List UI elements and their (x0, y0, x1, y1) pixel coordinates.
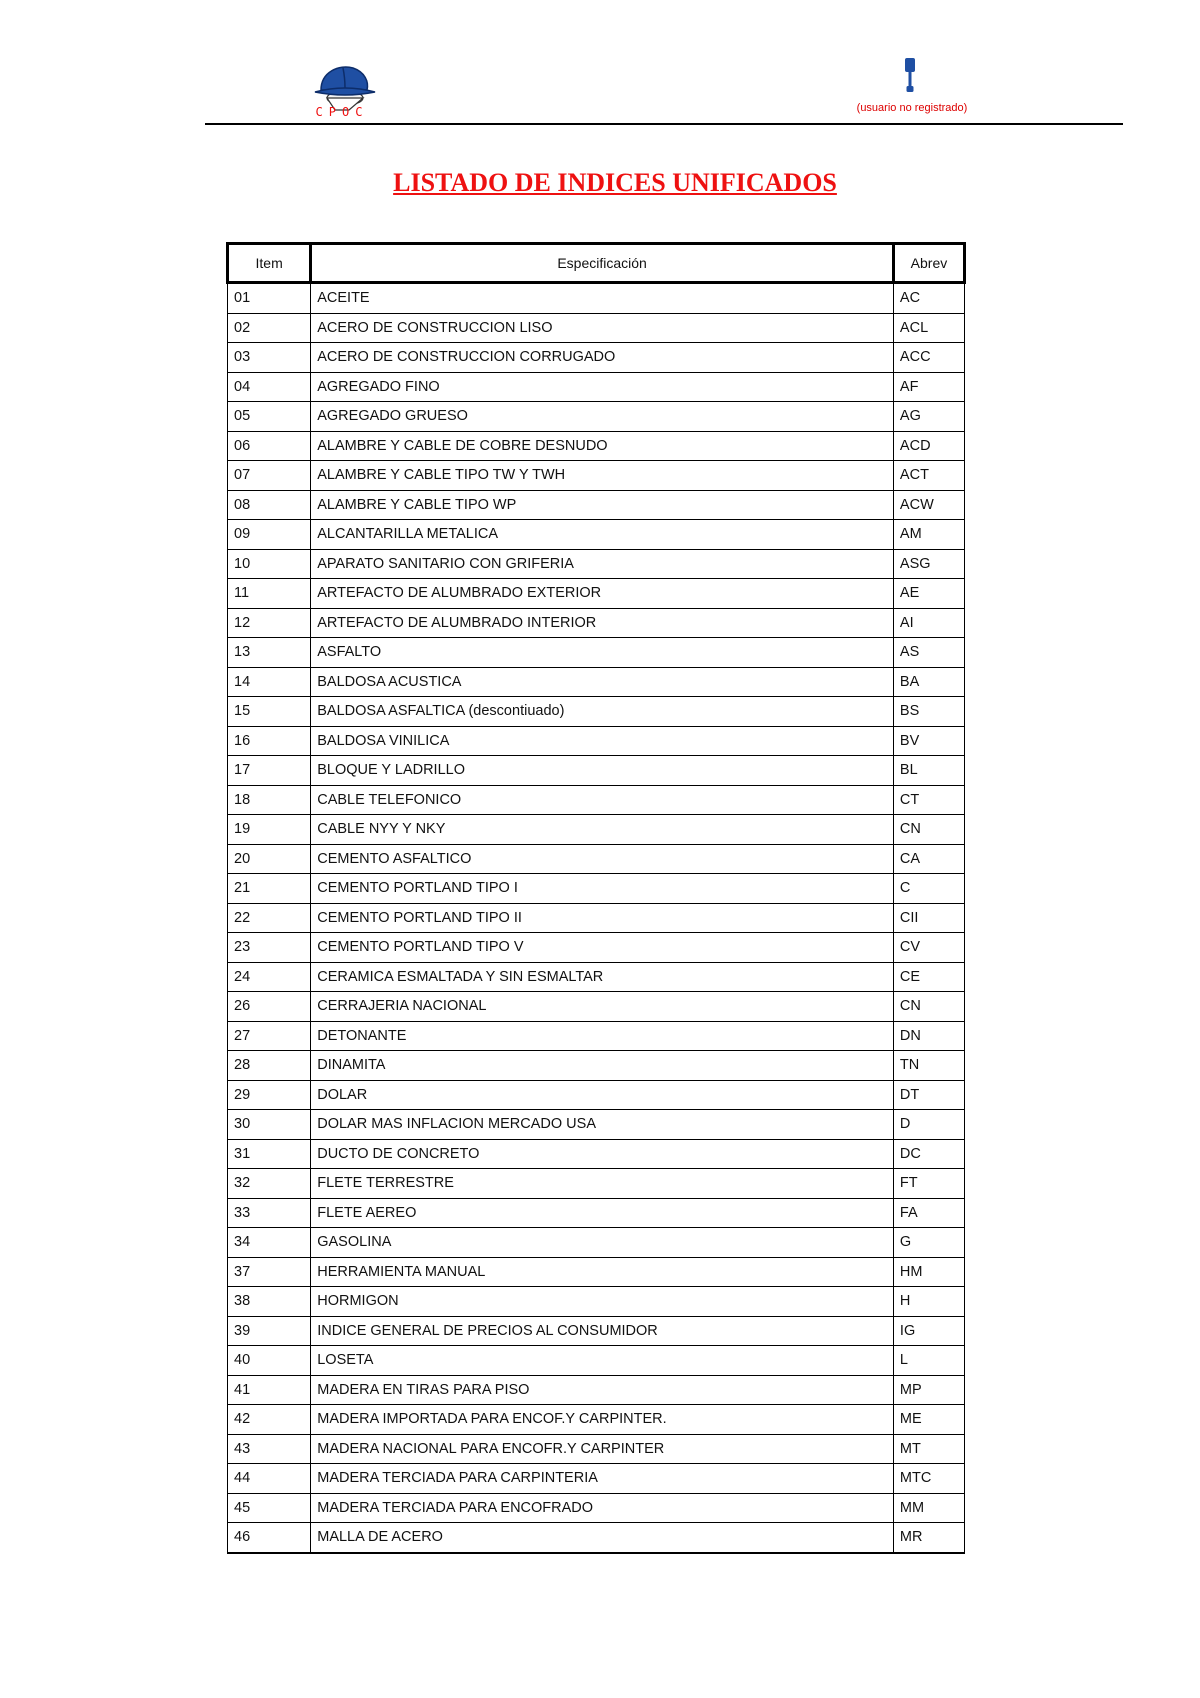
table-row (228, 1464, 965, 1494)
especificacion-cell: MADERA TERCIADA PARA CARPINTERIA (311, 1464, 894, 1494)
especificacion-cell: BLOQUE Y LADRILLO (311, 756, 894, 786)
abrev-cell: FT (893, 1169, 964, 1199)
abrev-cell: AM (893, 520, 964, 550)
logo-text: CPOC (315, 105, 369, 119)
item-cell: 29 (228, 1080, 311, 1110)
table-row (228, 903, 965, 933)
abrev-cell: ASG (893, 549, 964, 579)
item-cell: 16 (228, 726, 311, 756)
table-header-row (228, 244, 965, 283)
abrev-cell: AG (893, 402, 964, 432)
abrev-cell: BS (893, 697, 964, 727)
especificacion-cell: DUCTO DE CONCRETO (311, 1139, 894, 1169)
item-cell: 31 (228, 1139, 311, 1169)
especificacion-cell: BALDOSA ASFALTICA (descontiuado) (311, 697, 894, 727)
abrev-cell: AE (893, 579, 964, 609)
especificacion-cell: BALDOSA ACUSTICA (311, 667, 894, 697)
page-title: LISTADO DE INDICES UNIFICADOS (393, 168, 837, 197)
abrev-cell: ACW (893, 490, 964, 520)
item-cell: 38 (228, 1287, 311, 1317)
abrev-cell: ACC (893, 343, 964, 373)
abrev-cell: ACT (893, 461, 964, 491)
abrev-cell: BA (893, 667, 964, 697)
table-row (228, 844, 965, 874)
abrev-cell: CN (893, 992, 964, 1022)
especificacion-cell: GASOLINA (311, 1228, 894, 1258)
item-cell: 23 (228, 933, 311, 963)
item-cell: 37 (228, 1257, 311, 1287)
item-cell: 24 (228, 962, 311, 992)
column-header-item: Item (228, 244, 311, 283)
table-row (228, 1051, 965, 1081)
table-row (228, 1257, 965, 1287)
abrev-cell: BV (893, 726, 964, 756)
item-cell: 17 (228, 756, 311, 786)
especificacion-cell: CABLE NYY Y NKY (311, 815, 894, 845)
abrev-cell: MR (893, 1523, 964, 1553)
item-cell: 44 (228, 1464, 311, 1494)
abrev-cell: CA (893, 844, 964, 874)
especificacion-cell: HORMIGON (311, 1287, 894, 1317)
especificacion-cell: MADERA NACIONAL PARA ENCOFR.Y CARPINTER (311, 1434, 894, 1464)
item-cell: 04 (228, 372, 311, 402)
item-cell: 40 (228, 1346, 311, 1376)
item-cell: 33 (228, 1198, 311, 1228)
item-cell: 28 (228, 1051, 311, 1081)
column-header-especificacion: Especificación (311, 244, 894, 283)
table-row (228, 992, 965, 1022)
especificacion-cell: FLETE AEREO (311, 1198, 894, 1228)
item-cell: 43 (228, 1434, 311, 1464)
table-row (228, 962, 965, 992)
table-body (228, 283, 965, 1553)
especificacion-cell: ALAMBRE Y CABLE TIPO WP (311, 490, 894, 520)
item-cell: 15 (228, 697, 311, 727)
especificacion-cell: CEMENTO PORTLAND TIPO I (311, 874, 894, 904)
indices-table (226, 242, 966, 1554)
abrev-cell: CII (893, 903, 964, 933)
header-divider (205, 123, 1123, 125)
especificacion-cell: MADERA IMPORTADA PARA ENCOF.Y CARPINTER. (311, 1405, 894, 1435)
especificacion-cell: LOSETA (311, 1346, 894, 1376)
table-row (228, 402, 965, 432)
table-row (228, 343, 965, 373)
item-cell: 10 (228, 549, 311, 579)
item-cell: 42 (228, 1405, 311, 1435)
table-row (228, 726, 965, 756)
abrev-cell: G (893, 1228, 964, 1258)
item-cell: 18 (228, 785, 311, 815)
abrev-cell: MTC (893, 1464, 964, 1494)
item-cell: 19 (228, 815, 311, 845)
table-row (228, 1434, 965, 1464)
especificacion-cell: DOLAR MAS INFLACION MERCADO USA (311, 1110, 894, 1140)
item-cell: 34 (228, 1228, 311, 1258)
especificacion-cell: ACERO DE CONSTRUCCION LISO (311, 313, 894, 343)
table-row (228, 638, 965, 668)
table-row (228, 579, 965, 609)
table-row (228, 1169, 965, 1199)
item-cell: 09 (228, 520, 311, 550)
especificacion-cell: DINAMITA (311, 1051, 894, 1081)
table-row (228, 1110, 965, 1140)
abrev-cell: H (893, 1287, 964, 1317)
especificacion-cell: FLETE TERRESTRE (311, 1169, 894, 1199)
table-row (228, 461, 965, 491)
table-row (228, 549, 965, 579)
abrev-cell: TN (893, 1051, 964, 1081)
abrev-cell: MT (893, 1434, 964, 1464)
especificacion-cell: ASFALTO (311, 638, 894, 668)
table-row (228, 1021, 965, 1051)
table-row (228, 756, 965, 786)
especificacion-cell: APARATO SANITARIO CON GRIFERIA (311, 549, 894, 579)
table-row (228, 1139, 965, 1169)
abrev-cell: DN (893, 1021, 964, 1051)
item-cell: 01 (228, 283, 311, 314)
column-header-abrev: Abrev (893, 244, 964, 283)
item-cell: 13 (228, 638, 311, 668)
table-row (228, 1346, 965, 1376)
abrev-cell: BL (893, 756, 964, 786)
abrev-cell: CV (893, 933, 964, 963)
abrev-cell: FA (893, 1198, 964, 1228)
item-cell: 20 (228, 844, 311, 874)
especificacion-cell: AGREGADO FINO (311, 372, 894, 402)
table-row (228, 1198, 965, 1228)
especificacion-cell: CEMENTO ASFALTICO (311, 844, 894, 874)
table-row (228, 1493, 965, 1523)
item-cell: 02 (228, 313, 311, 343)
item-cell: 14 (228, 667, 311, 697)
abrev-cell: AC (893, 283, 964, 314)
item-cell: 22 (228, 903, 311, 933)
abrev-cell: AF (893, 372, 964, 402)
table-row (228, 283, 965, 314)
table-row (228, 313, 965, 343)
abrev-cell: AI (893, 608, 964, 638)
especificacion-cell: CEMENTO PORTLAND TIPO V (311, 933, 894, 963)
table-row (228, 874, 965, 904)
table-row (228, 815, 965, 845)
especificacion-cell: CERAMICA ESMALTADA Y SIN ESMALTAR (311, 962, 894, 992)
abrev-cell: D (893, 1110, 964, 1140)
item-cell: 06 (228, 431, 311, 461)
table-row (228, 785, 965, 815)
item-cell: 12 (228, 608, 311, 638)
table-row (228, 490, 965, 520)
abrev-cell: IG (893, 1316, 964, 1346)
especificacion-cell: AGREGADO GRUESO (311, 402, 894, 432)
abrev-cell: DT (893, 1080, 964, 1110)
especificacion-cell: ACERO DE CONSTRUCCION CORRUGADO (311, 343, 894, 373)
table-row (228, 1228, 965, 1258)
especificacion-cell: ALAMBRE Y CABLE DE COBRE DESNUDO (311, 431, 894, 461)
especificacion-cell: MADERA TERCIADA PARA ENCOFRADO (311, 1493, 894, 1523)
abrev-cell: C (893, 874, 964, 904)
especificacion-cell: CERRAJERIA NACIONAL (311, 992, 894, 1022)
item-cell: 11 (228, 579, 311, 609)
table-row (228, 1375, 965, 1405)
abrev-cell: DC (893, 1139, 964, 1169)
especificacion-cell: HERRAMIENTA MANUAL (311, 1257, 894, 1287)
abrev-cell: HM (893, 1257, 964, 1287)
especificacion-cell: DETONANTE (311, 1021, 894, 1051)
especificacion-cell: ARTEFACTO DE ALUMBRADO INTERIOR (311, 608, 894, 638)
item-cell: 03 (228, 343, 311, 373)
abrev-cell: MM (893, 1493, 964, 1523)
item-cell: 32 (228, 1169, 311, 1199)
item-cell: 46 (228, 1523, 311, 1553)
especificacion-cell: DOLAR (311, 1080, 894, 1110)
item-cell: 21 (228, 874, 311, 904)
especificacion-cell: MADERA EN TIRAS PARA PISO (311, 1375, 894, 1405)
item-cell: 30 (228, 1110, 311, 1140)
abrev-cell: ACL (893, 313, 964, 343)
abrev-cell: ACD (893, 431, 964, 461)
abrev-cell: CT (893, 785, 964, 815)
especificacion-cell: ARTEFACTO DE ALUMBRADO EXTERIOR (311, 579, 894, 609)
item-cell: 26 (228, 992, 311, 1022)
abrev-cell: MP (893, 1375, 964, 1405)
item-cell: 05 (228, 402, 311, 432)
item-cell: 39 (228, 1316, 311, 1346)
item-cell: 45 (228, 1493, 311, 1523)
abrev-cell: AS (893, 638, 964, 668)
especificacion-cell: ALCANTARILLA METALICA (311, 520, 894, 550)
abrev-cell: ME (893, 1405, 964, 1435)
item-cell: 27 (228, 1021, 311, 1051)
especificacion-cell: CABLE TELEFONICO (311, 785, 894, 815)
especificacion-cell: MALLA DE ACERO (311, 1523, 894, 1553)
table-row (228, 1287, 965, 1317)
especificacion-cell: INDICE GENERAL DE PRECIOS AL CONSUMIDOR (311, 1316, 894, 1346)
item-cell: 08 (228, 490, 311, 520)
table-row (228, 697, 965, 727)
table-row (228, 933, 965, 963)
page-header (205, 50, 1123, 125)
abrev-cell: L (893, 1346, 964, 1376)
table-row (228, 431, 965, 461)
table-row (228, 608, 965, 638)
table-row (228, 372, 965, 402)
item-cell: 41 (228, 1375, 311, 1405)
table-row (228, 1080, 965, 1110)
especificacion-cell: ACEITE (311, 283, 894, 314)
table-row (228, 1405, 965, 1435)
table-row (228, 1316, 965, 1346)
table-row (228, 667, 965, 697)
item-cell: 07 (228, 461, 311, 491)
table-row (228, 520, 965, 550)
table-row (228, 1523, 965, 1553)
especificacion-cell: ALAMBRE Y CABLE TIPO TW Y TWH (311, 461, 894, 491)
abrev-cell: CN (893, 815, 964, 845)
abrev-cell: CE (893, 962, 964, 992)
user-pin-icon (895, 54, 925, 102)
especificacion-cell: CEMENTO PORTLAND TIPO II (311, 903, 894, 933)
especificacion-cell: BALDOSA VINILICA (311, 726, 894, 756)
user-status-note: (usuario no registrado) (856, 102, 968, 114)
